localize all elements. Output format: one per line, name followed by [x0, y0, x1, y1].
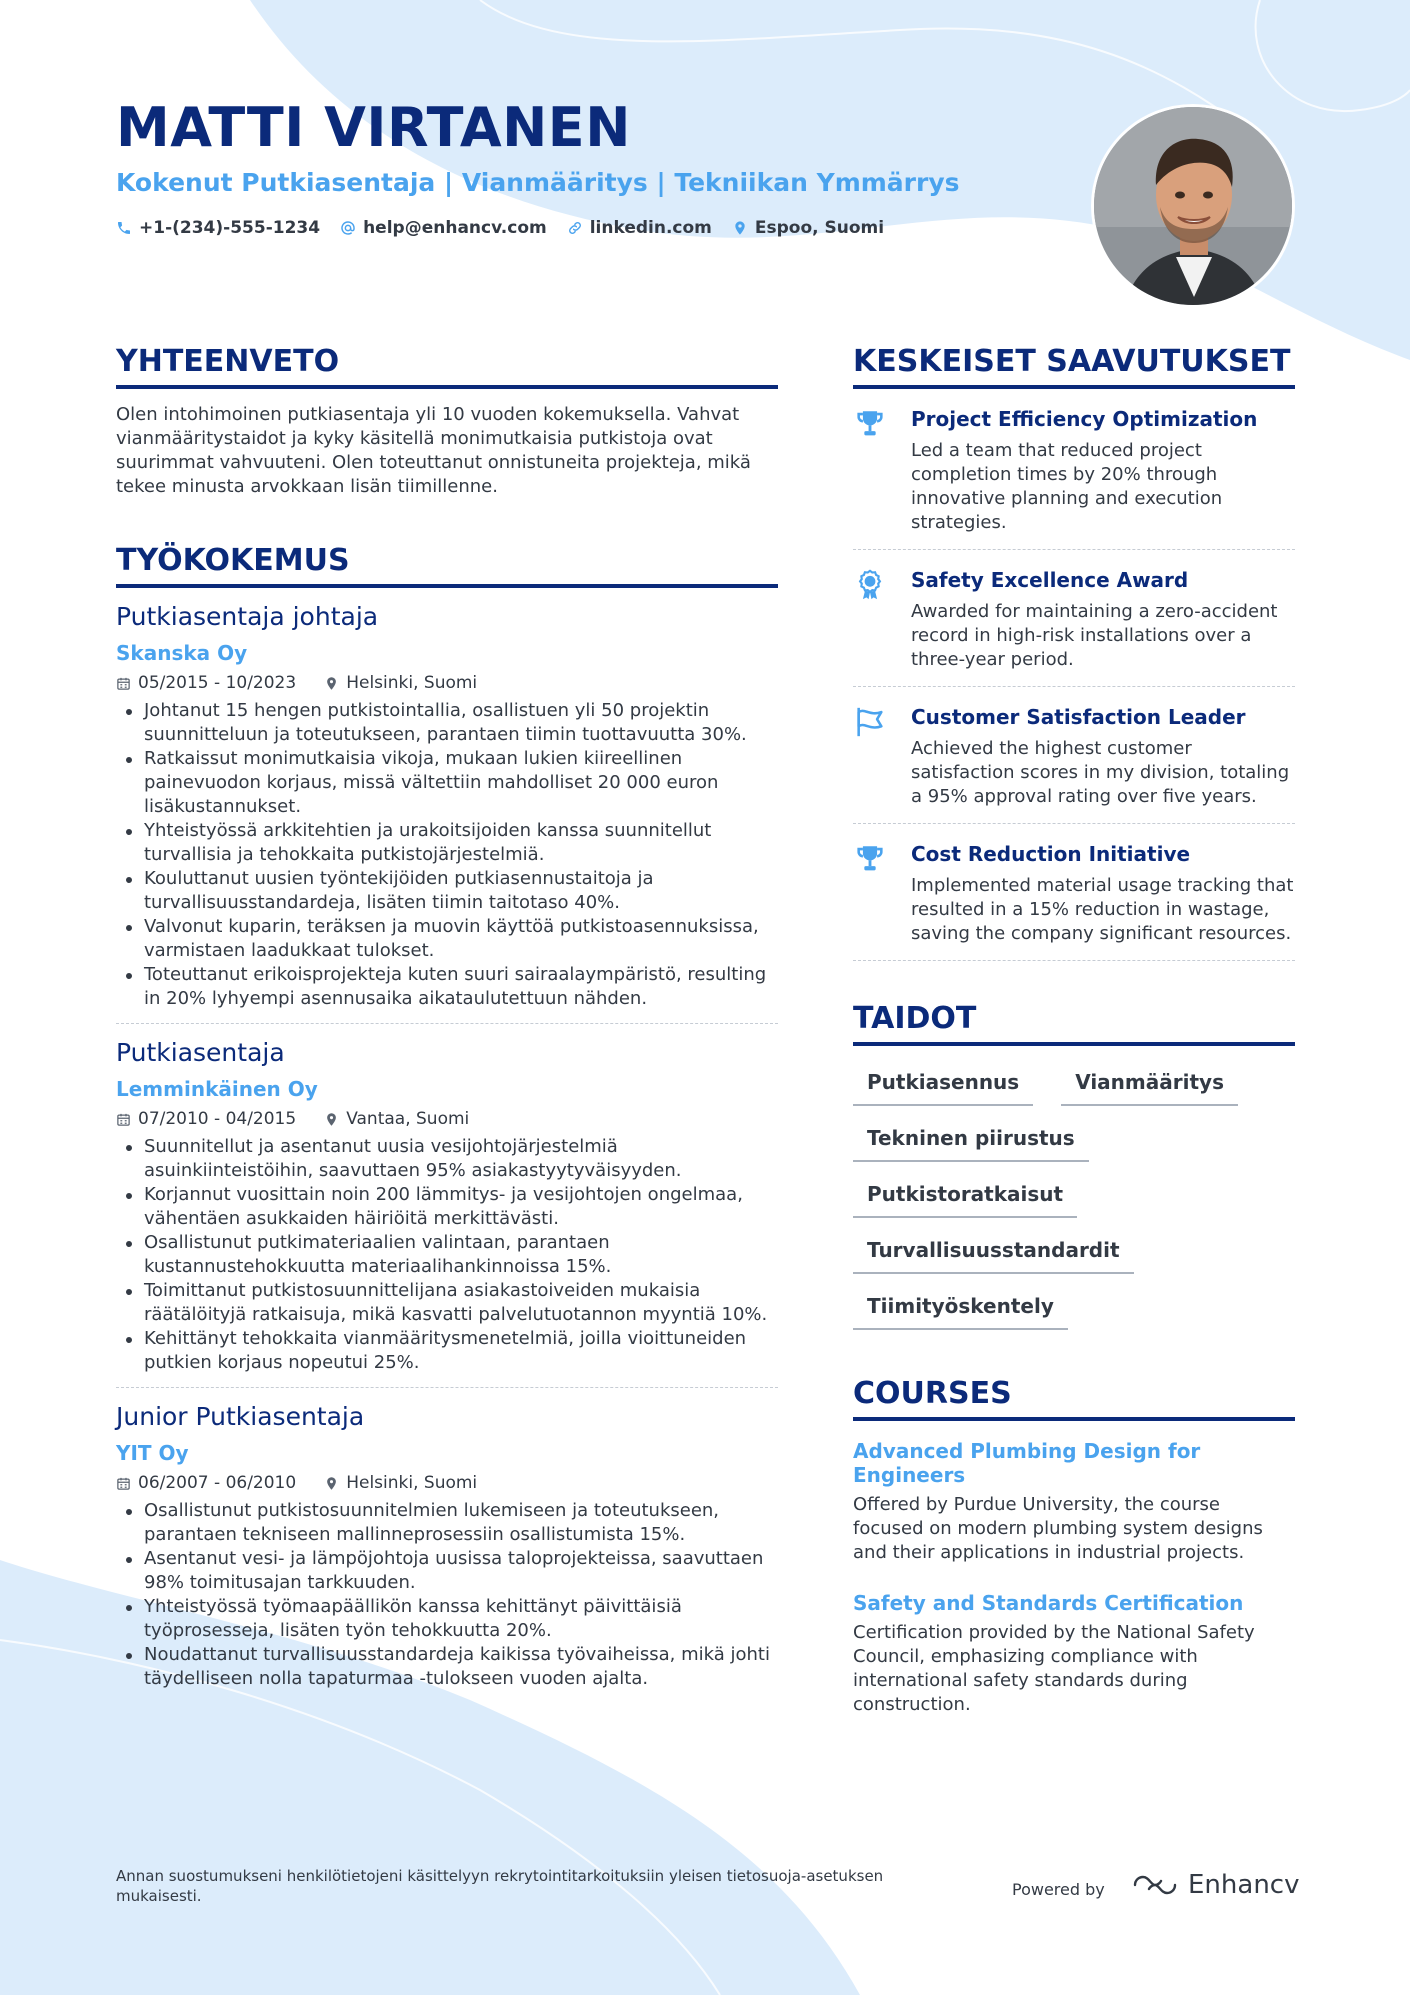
- job-location-text: Helsinki, Suomi: [346, 1473, 478, 1493]
- achievement-title: Customer Satisfaction Leader: [911, 705, 1246, 729]
- gdpr-consent-note: Annan suostumukseni henkilötietojeni käsittelyyn rekrytointitarkoituksiin yleisen tietosuoja-asetuksen mukaisesti.: [116, 1867, 884, 1905]
- job-dates-text: 06/2007 - 06/2010: [138, 1473, 297, 1493]
- job-location: [324, 673, 477, 693]
- profile-photo: [1091, 104, 1295, 308]
- company-name: Lemminkäinen Oy: [116, 1077, 318, 1101]
- calendar-icon: [116, 676, 131, 691]
- job-bullets: [116, 1499, 778, 1691]
- contact-email[interactable]: [340, 218, 547, 238]
- skills-list: [853, 1060, 1295, 1330]
- skill-tag: Putkistoratkaisut: [853, 1172, 1077, 1218]
- job-entry: [116, 588, 778, 1024]
- skill-tag: Turvallisuusstandardit: [853, 1228, 1134, 1274]
- job-location-text: Vantaa, Suomi: [346, 1109, 470, 1129]
- contact-linkedin-text: linkedin.com: [589, 218, 712, 238]
- job-bullet: Valvonut kuparin, teräksen ja muovin käyttöä putkistoasennuksissa, varmistaen laadukkaat tulokset.: [116, 915, 778, 963]
- job-meta: [116, 1473, 778, 1493]
- job-bullet: Suunnitellut ja asentanut uusia vesijohtojärjestelmiä asuinkiinteistöihin, saavuttaen 95% asiakastyytyväisyyden.: [116, 1135, 778, 1183]
- achievement-item: [853, 550, 1295, 687]
- summary-text: Olen intohimoinen putkiasentaja yli 10 vuoden kokemuksella. Vahvat vianmääritystaidot ja kyky käsitellä monimutkaisia putkistoja ovat suurimmat vahvuuteni. Olen toteuttanut onnistuneita projekteja, mikä tekee minusta arvokkaan lisän tiimillenne.: [116, 404, 751, 497]
- skill-tag: Vianmääritys: [1061, 1060, 1238, 1106]
- job-location: [324, 1473, 477, 1493]
- location-pin-icon: [732, 220, 748, 236]
- flag-icon: [853, 705, 887, 739]
- right-column: [853, 344, 1295, 1717]
- phone-icon: [116, 220, 132, 236]
- achievement-item: [853, 687, 1295, 824]
- trophy-icon: [853, 407, 887, 441]
- achievement-title: Cost Reduction Initiative: [911, 842, 1191, 866]
- left-column: [116, 344, 778, 1703]
- course-item: [853, 1591, 1295, 1717]
- contact-location-text: Espoo, Suomi: [754, 218, 885, 238]
- achievement-desc: Awarded for maintaining a zero-accident record in high-risk installations over a three-year period.: [911, 601, 1278, 670]
- job-dates: [116, 1109, 296, 1129]
- job-title: Junior Putkiasentaja: [116, 1402, 365, 1431]
- courses-heading: COURSES: [853, 1376, 1295, 1421]
- powered-by-label: Powered by: [1012, 1880, 1105, 1899]
- job-dates: [116, 1473, 296, 1493]
- job-location-text: Helsinki, Suomi: [346, 673, 478, 693]
- location-pin-icon: [324, 1112, 339, 1127]
- contact-email-text: help@enhancv.com: [363, 218, 547, 238]
- job-entry: [116, 1024, 778, 1388]
- job-bullet: Ratkaissut monimutkaisia vikoja, mukaan lukien kiireellinen painevuodon korjaus, missä vältettiin mahdolliset 20 000 euron lisäkustannukset.: [116, 747, 778, 819]
- job-bullet: Yhteistyössä arkkitehtien ja urakoitsijoiden kanssa suunnitellut turvallisia ja tehokkaita putkistojärjestelmiä.: [116, 819, 778, 867]
- calendar-icon: [116, 1112, 131, 1127]
- contact-phone-text: +1-(234)-555-1234: [139, 218, 321, 238]
- summary-heading: YHTEENVETO: [116, 344, 778, 389]
- job-bullets: [116, 1135, 778, 1375]
- job-entry: [116, 1388, 778, 1703]
- course-desc: Certification provided by the National Safety Council, emphasizing compliance with international safety standards during construction.: [853, 1622, 1255, 1715]
- achievement-title: Project Efficiency Optimization: [911, 407, 1258, 431]
- job-title: Putkiasentaja johtaja: [116, 602, 379, 631]
- job-meta: [116, 1109, 778, 1129]
- achievement-desc: Led a team that reduced project completion times by 20% through innovative planning and execution strategies.: [911, 440, 1223, 533]
- contact-location: [732, 218, 884, 238]
- location-pin-icon: [324, 1476, 339, 1491]
- skills-heading: TAIDOT: [853, 1001, 1295, 1046]
- skill-tag: Tekninen piirustus: [853, 1116, 1089, 1162]
- contact-row: [116, 218, 884, 238]
- achievement-desc: Achieved the highest customer satisfaction scores in my division, totaling a 95% approval rating over five years.: [911, 738, 1290, 807]
- job-bullet: Johtanut 15 hengen putkistointallia, osallistuen yli 50 projektin suunnitteluun ja toteutukseen, parantaen tiimin tuottavuutta 30%.: [116, 699, 778, 747]
- job-bullet: Toimittanut putkistosuunnittelijana asiakastoiveiden mukaisia räätälöityjä ratkaisuja, mikä kasvatti palvelutuotannon myyntiä 10%.: [116, 1279, 778, 1327]
- job-dates-text: 05/2015 - 10/2023: [138, 673, 297, 693]
- course-title: Advanced Plumbing Design for Engineers: [853, 1439, 1201, 1487]
- achievement-item: [853, 389, 1295, 550]
- achievement-desc: Implemented material usage tracking that resulted in a 15% reduction in wastage, saving the company significant resources.: [911, 875, 1294, 944]
- company-name: YIT Oy: [116, 1441, 189, 1465]
- at-icon: [340, 220, 356, 236]
- job-bullet: Kehittänyt tehokkaita vianmääritysmenetelmiä, joilla vioittuneiden putkien korjaus nopeutui 25%.: [116, 1327, 778, 1375]
- calendar-icon: [116, 1476, 131, 1491]
- location-pin-icon: [324, 676, 339, 691]
- job-bullets: [116, 699, 778, 1011]
- course-desc: Offered by Purdue University, the course focused on modern plumbing system designs and their applications in industrial projects.: [853, 1494, 1263, 1563]
- course-item: [853, 1439, 1295, 1565]
- job-bullet: Noudattanut turvallisuusstandardeja kaikissa työvaiheissa, mikä johti täydelliseen nolla tapaturmaa -tulokseen vuoden ajalta.: [116, 1643, 778, 1691]
- award-medal-icon: [853, 568, 887, 602]
- contact-phone[interactable]: [116, 218, 320, 238]
- skill-tag: Putkiasennus: [853, 1060, 1033, 1106]
- job-bullet: Toteuttanut erikoisprojekteja kuten suuri sairaalaympäristö, resulting in 20% lyhyempi asennusaika aikataulutettuun nähden.: [116, 963, 778, 1011]
- job-dates: [116, 673, 296, 693]
- achievement-title: Safety Excellence Award: [911, 568, 1189, 592]
- skill-tag: Tiimityöskentely: [853, 1284, 1068, 1330]
- job-location: [324, 1109, 469, 1129]
- trophy-icon: [853, 842, 887, 876]
- candidate-headline: Kokenut Putkiasentaja | Vianmääritys | Tekniikan Ymmärrys: [116, 168, 960, 197]
- achievements-heading: KESKEISET SAAVUTUKSET: [853, 344, 1295, 389]
- avatar-illustration: [1094, 107, 1294, 307]
- course-title: Safety and Standards Certification: [853, 1591, 1244, 1615]
- job-bullet: Osallistunut putkimateriaalien valintaan, parantaen kustannustehokkuutta materiaalihankinnoissa 15%.: [116, 1231, 778, 1279]
- link-icon: [567, 220, 583, 236]
- enhancv-logo-icon: [1132, 1872, 1178, 1898]
- job-title: Putkiasentaja: [116, 1038, 285, 1067]
- job-dates-text: 07/2010 - 04/2015: [138, 1109, 297, 1129]
- company-name: Skanska Oy: [116, 641, 248, 665]
- brand-logo[interactable]: [1132, 1870, 1299, 1900]
- job-bullet: Yhteistyössä työmaapäällikön kanssa kehittänyt päivittäisiä työprosesseja, lisäten työn tehokkuutta 20%.: [116, 1595, 778, 1643]
- job-bullet: Asentanut vesi- ja lämpöjohtoja uusissa taloprojekteissa, saavuttaen 98% toimitusajan tarkkuuden.: [116, 1547, 778, 1595]
- job-bullet: Korjannut vuosittain noin 200 lämmitys- ja vesijohtojen ongelmaa, vähentäen asukkaiden häiriöitä merkittävästi.: [116, 1183, 778, 1231]
- brand-name: Enhancv: [1188, 1870, 1300, 1900]
- job-bullet: Kouluttanut uusien työntekijöiden putkiasennustaitoja ja turvallisuusstandardeja, lisäten tiimin taitotaso 40%.: [116, 867, 778, 915]
- job-meta: [116, 673, 778, 693]
- candidate-name: MATTI VIRTANEN: [116, 96, 631, 159]
- achievement-item: [853, 824, 1295, 961]
- job-bullet: Osallistunut putkistosuunnitelmien lukemiseen ja toteutukseen, parantaen tekniseen mallinneprosessiin osallistumista 15%.: [116, 1499, 778, 1547]
- contact-linkedin[interactable]: [567, 218, 712, 238]
- experience-heading: TYÖKOKEMUS: [116, 543, 778, 588]
